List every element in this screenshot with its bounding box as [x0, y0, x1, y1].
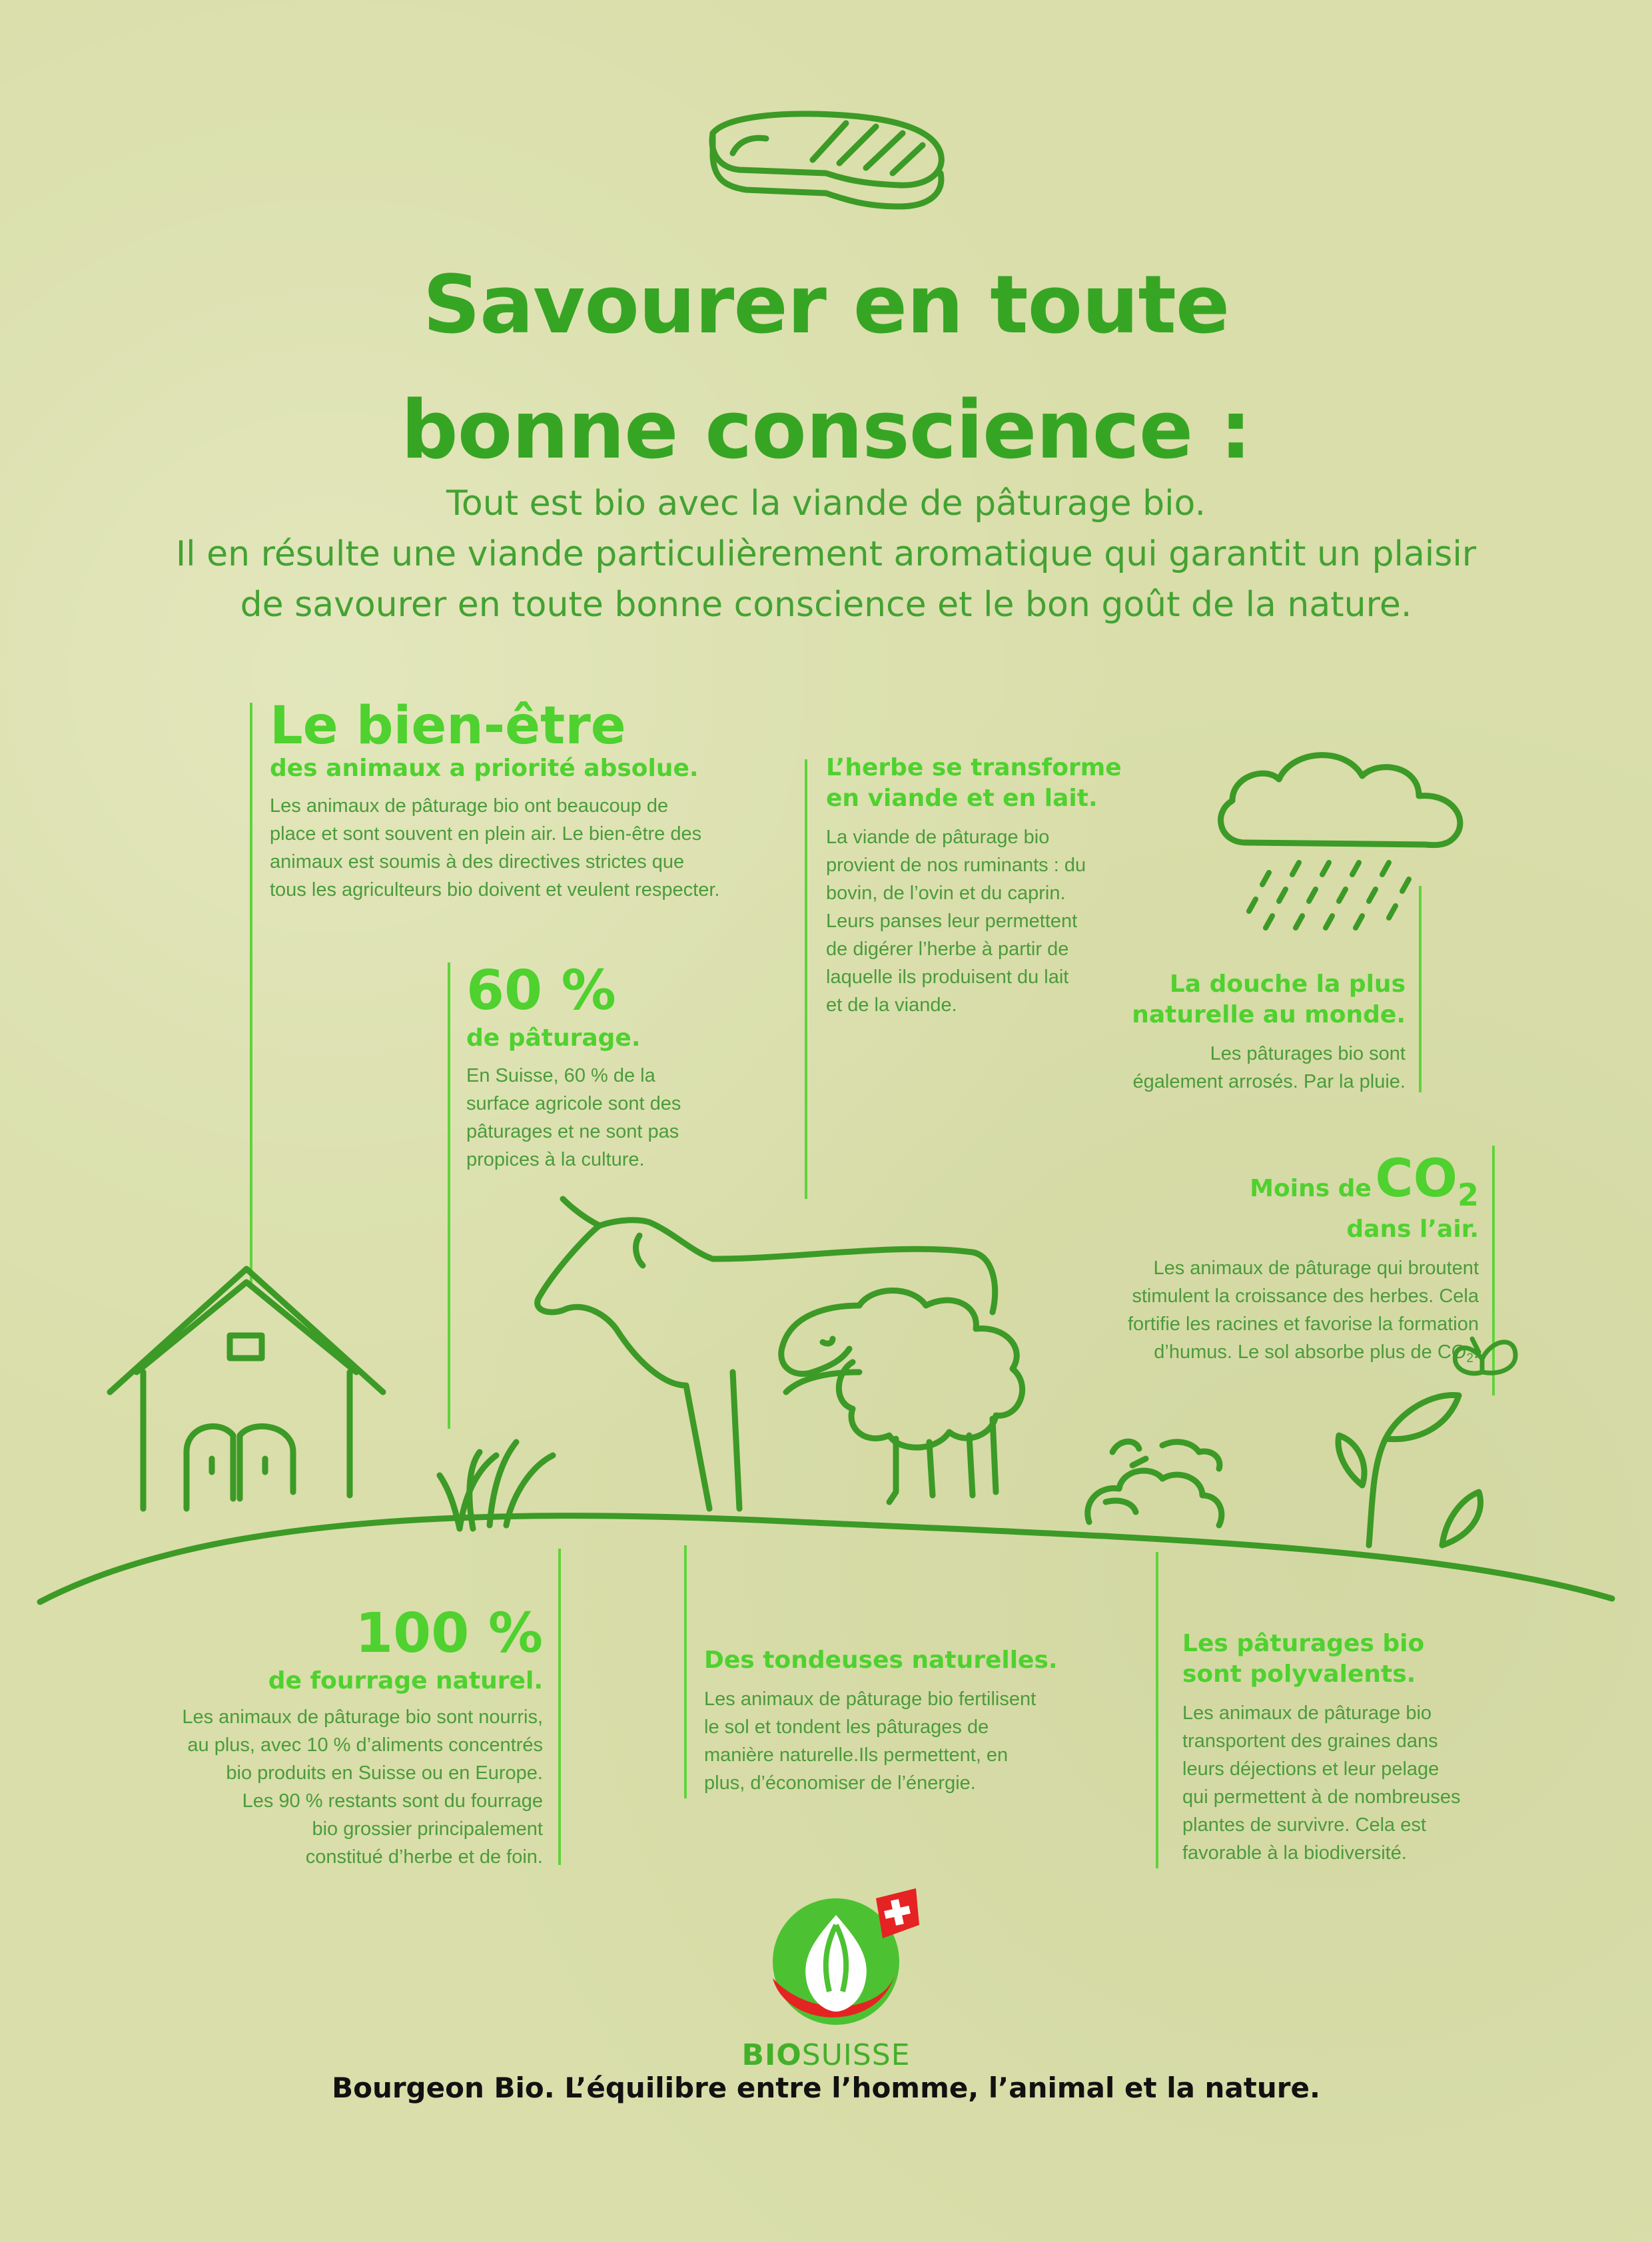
versatile-block	[1182, 1629, 1555, 1867]
grass-heading-2: en viande et en lait.	[826, 785, 1098, 812]
logo-suisse: SUISSE	[801, 2038, 911, 2072]
cloud-rain-icon	[1206, 739, 1479, 952]
co2-heading-prefix: Moins de	[1250, 1175, 1372, 1202]
grass-heading-1: L’herbe se transforme	[826, 754, 1122, 781]
shower-block	[999, 969, 1406, 1096]
intro-text	[93, 478, 1559, 630]
landscape-illustration	[0, 1172, 1652, 1612]
mowers-heading: Des tondeuses naturelles.	[704, 1647, 1058, 1674]
barn-icon	[110, 1269, 383, 1509]
bush-icon	[1088, 1441, 1222, 1525]
biosuisse-wordmark	[706, 2038, 946, 2072]
page-title	[0, 243, 1652, 494]
butterfly-icon	[1455, 1339, 1515, 1373]
fodder-heading: 100 %	[355, 1602, 543, 1665]
steak-icon	[699, 107, 953, 220]
sprout-icon	[1338, 1395, 1480, 1545]
swiss-flag-icon	[876, 1888, 919, 1938]
pasture60-heading: 60 %	[466, 959, 616, 1022]
pasture60-subheading: de pâturage.	[466, 1024, 641, 1052]
tagline: Bourgeon Bio. L’équilibre entre l’homme, l’animal et la nature.	[332, 2071, 1320, 2104]
welfare-text: Les animaux de pâturage bio ont beaucoup de place et sont souvent en plein air. Le bien-être des animaux est soumis à des directives strictes que tous les agriculteurs bio doivent et veulent respecter.	[270, 795, 720, 901]
welfare-subheading: des animaux a priorité absolue.	[270, 755, 699, 782]
shower-heading-1: La douche la plus	[1169, 970, 1406, 998]
intro-line-1: Tout est bio avec la viande de pâturage bio.	[446, 484, 1206, 524]
fodder-subheading: de fourrage naturel.	[268, 1667, 543, 1694]
welfare-heading: Le bien-être	[270, 696, 626, 756]
cow-icon	[538, 1199, 995, 1509]
intro-line-2: Il en résulte une viande particulièrement aromatique qui garantit un plaisir	[175, 534, 1477, 574]
pasture60-block	[466, 959, 759, 1174]
co2-heading-sub: 2	[1457, 1177, 1479, 1213]
versatile-heading-2: sont polyvalents.	[1182, 1661, 1416, 1688]
shower-heading-2: naturelle au monde.	[1132, 1001, 1406, 1028]
intro-line-3: de savourer en toute bonne conscience et le bon goût de la nature.	[240, 585, 1412, 625]
sheep-icon	[781, 1291, 1023, 1503]
mowers-text: Les animaux de pâturage bio fertilisent le sol et tondent les pâturages de manière naturelle.Ils permettent, en plus, d’économiser de l’énergie.	[704, 1688, 1036, 1794]
title-line-1: Savourer en toute	[422, 259, 1230, 352]
divider-grass	[805, 759, 807, 1199]
versatile-heading-1: Les pâturages bio	[1182, 1630, 1425, 1657]
grass-text: La viande de pâturage bio provient de nos ruminants : du bovin, de l’ovin et du caprin. Leurs panses leur permettent de digérer l’herbe à partir de laquelle ils produisent du lait et de la viande.	[826, 827, 1086, 1016]
welfare-block	[270, 696, 803, 904]
ground-hill	[40, 1516, 1612, 1602]
title-line-2: bonne conscience :	[400, 384, 1252, 477]
mowers-block	[704, 1645, 1130, 1797]
fodder-text: Les animaux de pâturage bio sont nourris, au plus, avec 10 % d’aliments concentrés bio produits en Suisse ou en Europe. Les 90 % restants sont du fourrage bio grossier principalement constitué d’herbe et de foin.	[182, 1706, 543, 1868]
logo-bio: BIO	[741, 2038, 802, 2072]
co2-text: Les animaux de pâturage qui broutent stimulent la croissance des herbes. Cela fortifie les racines et favorise la formation d’humus. Le sol absorbe plus de $CO_2$.	[1127, 1258, 1479, 1365]
co2-heading-2: dans l’air.	[1346, 1216, 1479, 1243]
shower-text: Les pâturages bio sont également arrosés. Par la pluie.	[1132, 1043, 1406, 1092]
pasture60-text: En Suisse, 60 % de la surface agricole sont des pâturages et ne sont pas propices à la culture.	[466, 1065, 681, 1170]
versatile-text: Les animaux de pâturage bio transportent des graines dans leurs déjections et leur pelage qui permettent à de nombreuses plantes de survivre. Cela est favorable à la biodiversité.	[1182, 1702, 1461, 1864]
biosuisse-logo	[753, 1885, 926, 2038]
fodder-block	[100, 1602, 543, 1871]
co2-heading-co: CO	[1375, 1149, 1457, 1209]
